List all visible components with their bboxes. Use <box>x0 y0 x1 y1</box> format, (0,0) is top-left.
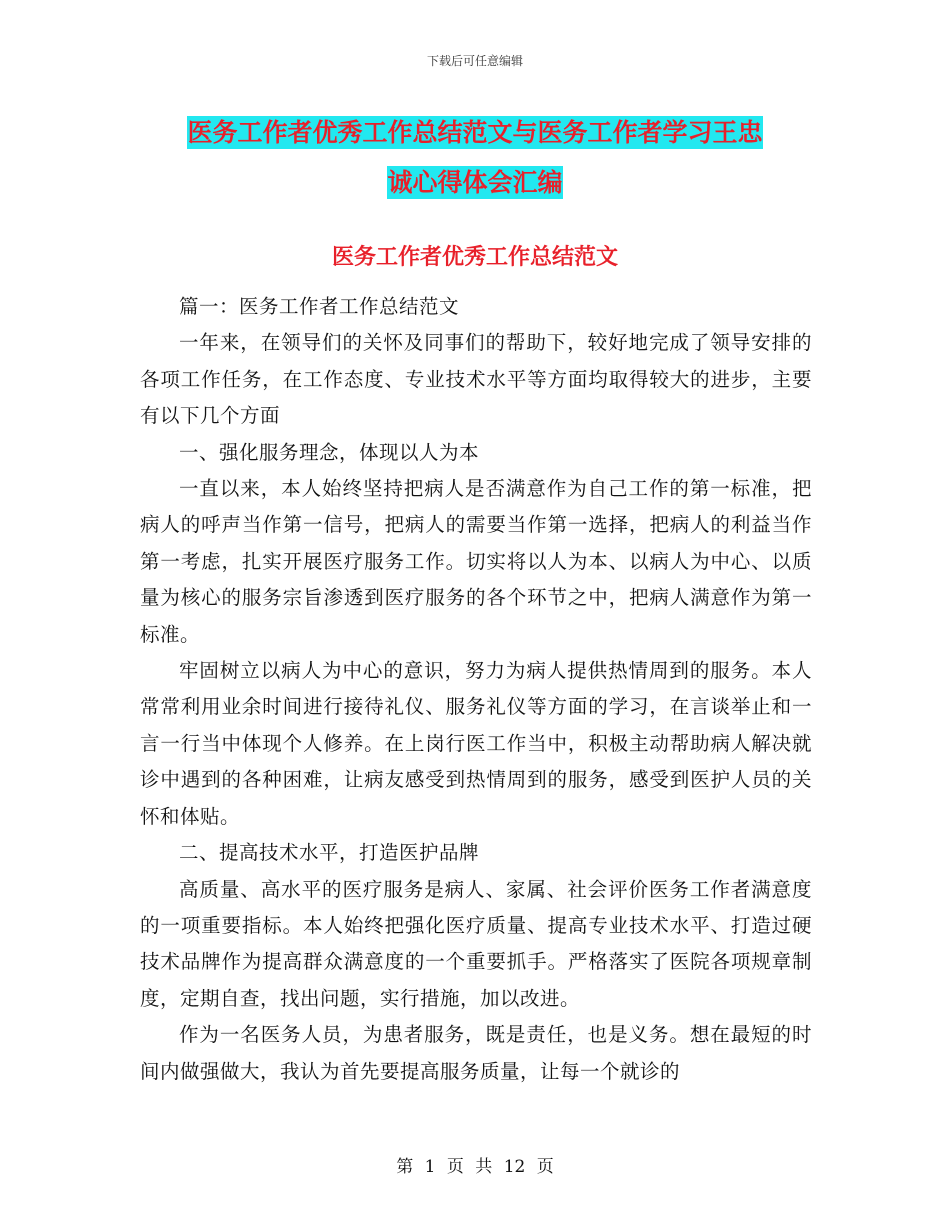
paragraph-body-3: 高质量、高水平的医疗服务是病人、家属、社会评价医务工作者满意度的一项重要指标。本人始终把强化医疗质量、提高专业技术水平、打造过硬技术品牌作为提高群众满意度的一个重要抓手。严格落实了医院各项规章制度，定期自查，找出问题，实行措施，加以改进。 <box>140 877 812 1010</box>
document-title <box>140 108 810 208</box>
page-header-note: 下载后可任意编辑 <box>426 54 523 68</box>
document-title-line-1-text: 医务工作者优秀工作总结范文与医务工作者学习王忠 <box>187 118 763 147</box>
document-title-line-1 <box>140 108 810 158</box>
paragraph-heading-2: 二、提高技术水平，打造医护品牌 <box>179 841 480 865</box>
paragraph-heading-1: 一、强化服务理念，体现以人为本 <box>179 440 480 464</box>
paragraph-intro: 一年来，在领导们的关怀及同事们的帮助下，较好地完成了领导安排的各项工作任务，在工作态度、专业技术水平等方面均取得较大的进步，主要有以下几个方面 <box>140 331 812 428</box>
document-body <box>140 289 812 1090</box>
paragraph-body-4: 作为一名医务人员，为患者服务，既是责任，也是义务。想在最短的时间内做强做大，我认为首先要提高服务质量，让每一个就诊的 <box>140 1023 812 1083</box>
document-title-line-2 <box>140 158 810 208</box>
paragraph-body-1: 一直以来，本人始终坚持把病人是否满意作为自己工作的第一标准，把病人的呼声当作第一信号，把病人的需要当作第一选择，把病人的利益当作第一考虑，扎实开展医疗服务工作。切实将以人为本、以病人为中心、以质量为核心的服务宗旨渗透到医疗服务的各个环节之中，把病人满意作为第一标准。 <box>140 477 812 646</box>
section-title: 医务工作者优秀工作总结范文 <box>331 245 618 270</box>
document-title-line-2-text: 诚心得体会汇编 <box>387 168 563 197</box>
paragraph-chapter-heading: 篇一：医务工作者工作总结范文 <box>179 295 460 318</box>
page-number: 第 1 页 共 12 页 <box>396 1157 554 1177</box>
paragraph-body-2: 牢固树立以病人为中心的意识，努力为病人提供热情周到的服务。本人常常利用业余时间进行接待礼仪、服务礼仪等方面的学习，在言谈举止和一言一行当中体现个人修养。在上岗行医工作当中，积极主动帮助病人解决就诊中遇到的各种困难，让病友感受到热情周到的服务，感受到医护人员的关怀和体贴。 <box>140 659 812 828</box>
